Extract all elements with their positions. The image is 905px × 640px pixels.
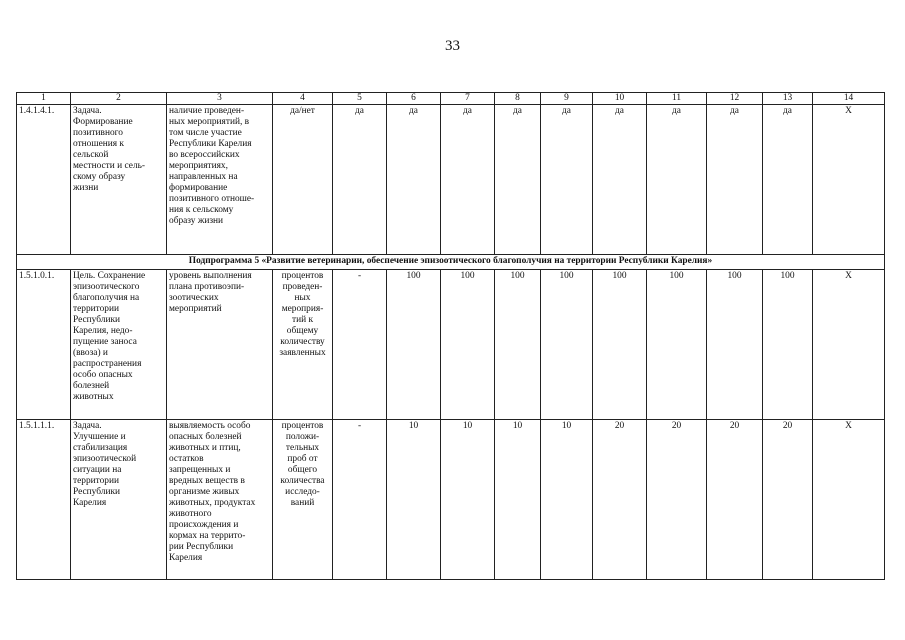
row-indicator: выявляемость особо опасных болезней животных и птиц, остатков запрещенных и вредных веществ в организме живых животных, продуктах животного происхождения и кормах на террито- рии Республики Карелия — [167, 420, 273, 580]
row-value: 10 — [441, 420, 495, 580]
row-value: 100 — [495, 270, 541, 420]
row-indicator: уровень выполнения плана противоэпи- зоотических мероприятий — [167, 270, 273, 420]
row-value: да — [495, 105, 541, 255]
row-code: 1.5.1.0.1. — [17, 270, 71, 420]
row-value: 10 — [387, 420, 441, 580]
row-value: 20 — [763, 420, 813, 580]
row-indicator: наличие проведен- ных мероприятий, в том числе участие Республики Карелия во всероссийских мероприятиях, направленных на формирование позитивного отноше- ния к сельскому образу жизни — [167, 105, 273, 255]
row-code: 1.5.1.1.1. — [17, 420, 71, 580]
indicators-table — [16, 92, 885, 580]
row-value: 100 — [763, 270, 813, 420]
row-value: 10 — [541, 420, 593, 580]
row-value: 20 — [593, 420, 647, 580]
row-value: 100 — [593, 270, 647, 420]
row-name: Задача. Формирование позитивного отношения к сельской местности и сель- скому образу жизни — [71, 105, 167, 255]
table-row — [17, 420, 885, 580]
column-header: 8 — [495, 93, 541, 105]
row-value: 100 — [441, 270, 495, 420]
subprogram-title: Подпрограмма 5 «Развитие ветеринарии, обеспечение эпизоотического благополучия на территории Республики Карелия» — [17, 255, 885, 270]
column-header: 12 — [707, 93, 763, 105]
column-header: 4 — [273, 93, 333, 105]
column-header: 2 — [71, 93, 167, 105]
column-header: 1 — [17, 93, 71, 105]
row-value: 20 — [647, 420, 707, 580]
row-value: 100 — [541, 270, 593, 420]
row-value: 10 — [495, 420, 541, 580]
column-header: 11 — [647, 93, 707, 105]
row-value: 20 — [707, 420, 763, 580]
column-header: 3 — [167, 93, 273, 105]
subprogram-row — [17, 255, 885, 270]
row-code: 1.4.1.4.1. — [17, 105, 71, 255]
table-row — [17, 270, 885, 420]
column-header: 9 — [541, 93, 593, 105]
row-value: да — [333, 105, 387, 255]
row-value: да — [387, 105, 441, 255]
table-row — [17, 105, 885, 255]
column-header: 13 — [763, 93, 813, 105]
column-header: 7 — [441, 93, 495, 105]
row-last: Х — [813, 105, 885, 255]
row-unit: процентов проведен- ных мероприя- тий к общему количеству заявленных — [273, 270, 333, 420]
row-value: 100 — [387, 270, 441, 420]
column-header: 14 — [813, 93, 885, 105]
row-value: 100 — [707, 270, 763, 420]
row-unit: да/нет — [273, 105, 333, 255]
row-last: Х — [813, 420, 885, 580]
column-header: 6 — [387, 93, 441, 105]
row-value: да — [707, 105, 763, 255]
row-value: да — [647, 105, 707, 255]
row-value: да — [593, 105, 647, 255]
row-unit: процентов положи- тельных проб от общего количества исследо- ваний — [273, 420, 333, 580]
row-name: Цель. Сохранение эпизоотического благополучия на территории Республики Карелия, недо- пущение заноса (ввоза) и распространения особо опасных болезней животных — [71, 270, 167, 420]
row-value: да — [763, 105, 813, 255]
row-value: - — [333, 420, 387, 580]
row-value: да — [541, 105, 593, 255]
page-number: 33 — [445, 38, 460, 54]
row-last: Х — [813, 270, 885, 420]
column-header: 10 — [593, 93, 647, 105]
row-value: 100 — [647, 270, 707, 420]
row-value: да — [441, 105, 495, 255]
row-name: Задача. Улучшение и стабилизация эпизоотической ситуации на территории Республики Карелия — [71, 420, 167, 580]
row-value: - — [333, 270, 387, 420]
table-header-row — [17, 93, 885, 105]
column-header: 5 — [333, 93, 387, 105]
